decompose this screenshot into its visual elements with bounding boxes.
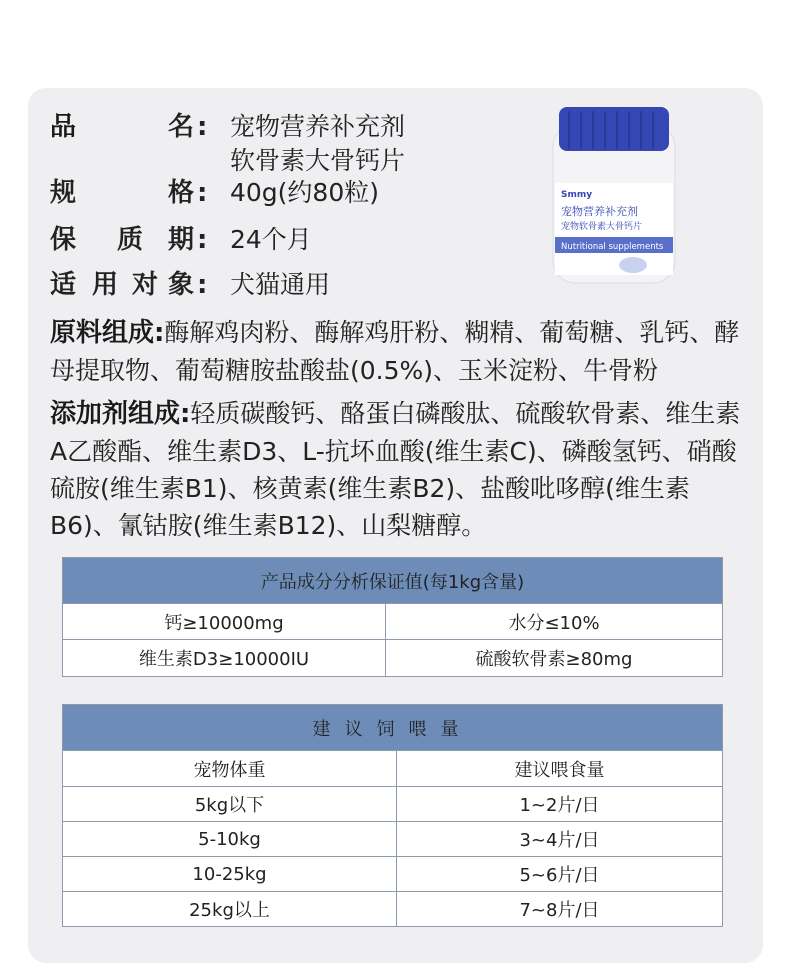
bottle-label-line2: 宠物软骨素大骨钙片: [561, 222, 643, 232]
table-cell: 10-25kg: [63, 857, 397, 892]
shelf-value: 24个月: [230, 225, 312, 254]
additives-text: 轻质碳酸钙、酪蛋白磷酸肽、硫酸软骨素、维生素A乙酸酯、维生素D3、L-抗坏血酸(维生素C)、磷酸氢钙、硝酸硫胺(维生素B1)、核黄素(维生素B2)、盐酸吡哆醇(维生素B6)、氰钴胺(维生素B12)、山梨糖醇。: [50, 399, 741, 540]
analysis-table: [62, 557, 723, 677]
bottle-pet-graphic: [619, 257, 647, 273]
table-row: [63, 640, 723, 677]
colon: :: [197, 112, 208, 142]
spec-label-2: 格: [168, 178, 195, 208]
table-header-weight: 宠物体重: [63, 751, 397, 787]
ingredients-paragraph: [50, 314, 750, 389]
table-cell: 1~2片/日: [397, 787, 723, 822]
table-row: [63, 892, 723, 927]
feeding-table-title: 建议饲喂量: [63, 705, 723, 751]
table-row: [63, 857, 723, 892]
table-row: [63, 604, 723, 640]
shelf-label-1: 保: [50, 225, 77, 255]
table-cell: 硫酸软骨素≥80mg: [386, 640, 723, 677]
bottle-band-text: Nutritional supplements: [561, 242, 664, 252]
target-label-3: 对: [132, 270, 159, 300]
target-label-4: 象: [168, 270, 195, 300]
table-cell: 维生素D3≥10000IU: [63, 640, 386, 677]
ingredients-label: 原料组成:: [50, 318, 165, 348]
analysis-table-title: 产品成分分析保证值(每1kg含量): [63, 558, 723, 604]
shelf-label-3: 期: [168, 225, 195, 255]
product-name-label-2: 名: [168, 112, 195, 142]
table-cell: 7~8片/日: [397, 892, 723, 927]
colon: :: [197, 178, 208, 208]
table-header-amount: 建议喂食量: [397, 751, 723, 787]
product-bottle-image: [543, 105, 685, 285]
table-header-row: [63, 751, 723, 787]
spec-label-1: 规: [50, 178, 77, 208]
table-cell: 5~6片/日: [397, 857, 723, 892]
product-name-line1: 宠物营养补充剂: [230, 112, 406, 141]
table-cell: 5-10kg: [63, 822, 397, 857]
table-row: [63, 787, 723, 822]
table-row: [63, 822, 723, 857]
additives-label: 添加剂组成:: [50, 399, 191, 429]
feeding-table: [62, 704, 723, 927]
ingredients-text: 酶解鸡肉粉、酶解鸡肝粉、糊精、葡萄糖、乳钙、酵母提取物、葡萄糖胺盐酸盐(0.5%)、玉米淀粉、牛骨粉: [50, 318, 740, 385]
table-cell: 25kg以上: [63, 892, 397, 927]
colon: :: [197, 225, 208, 255]
product-name-label: 品: [50, 112, 77, 142]
bottle-label-line1: 宠物营养补充剂: [561, 205, 638, 218]
table-cell: 水分≤10%: [386, 604, 723, 640]
additives-paragraph: [50, 395, 750, 544]
bottle-brand: Smmy: [561, 190, 593, 200]
shelf-label-2: 质: [117, 225, 144, 255]
table-cell: 钙≥10000mg: [63, 604, 386, 640]
target-label-1: 适: [50, 270, 77, 300]
target-label-2: 用: [92, 270, 119, 300]
table-cell: 3~4片/日: [397, 822, 723, 857]
target-value: 犬猫通用: [230, 270, 331, 299]
colon: :: [197, 270, 208, 300]
spec-value: 40g(约80粒): [230, 178, 379, 207]
table-cell: 5kg以下: [63, 787, 397, 822]
product-name-line2: 软骨素大骨钙片: [230, 146, 406, 175]
